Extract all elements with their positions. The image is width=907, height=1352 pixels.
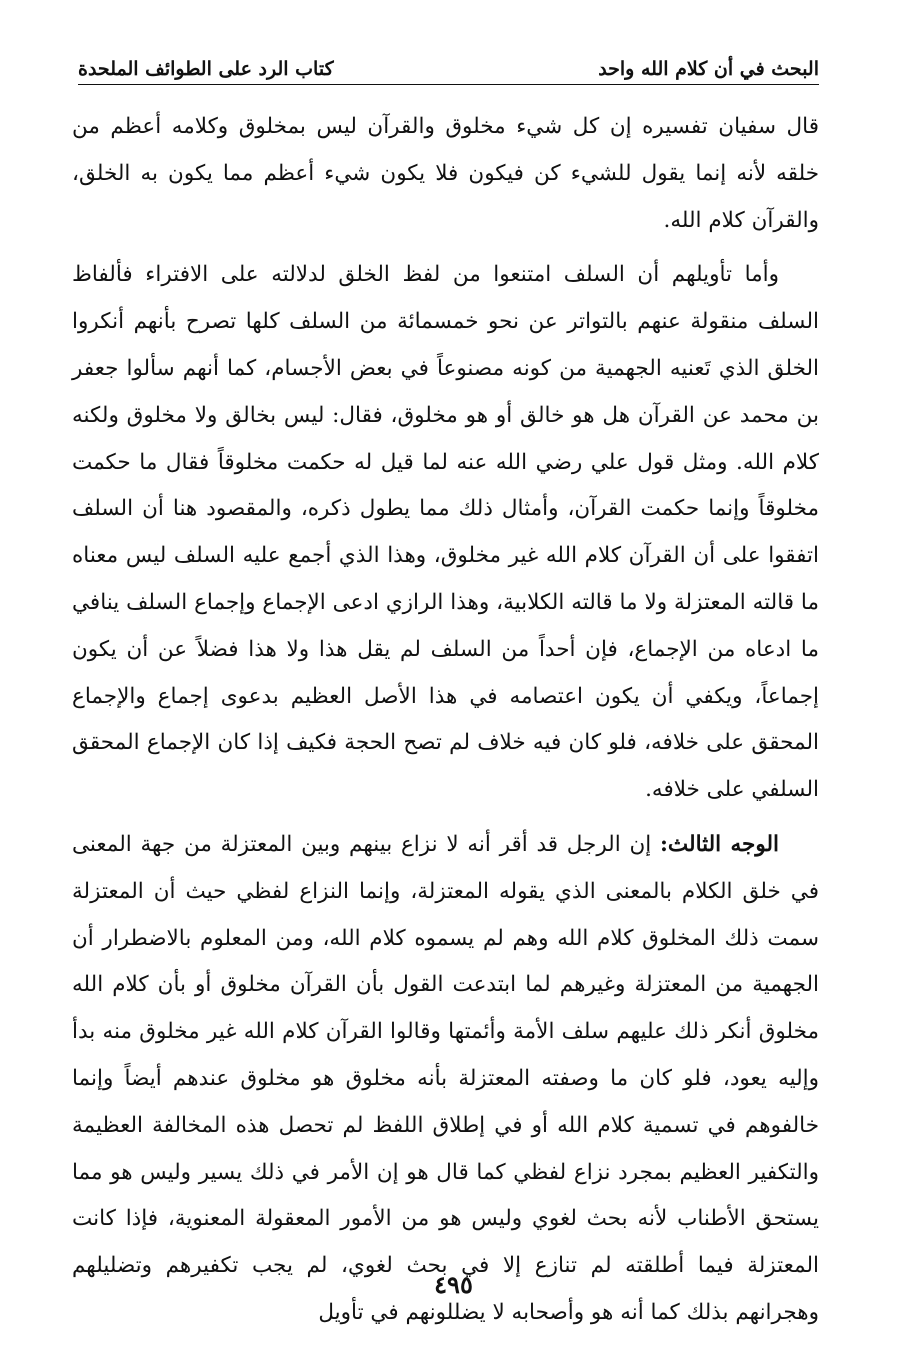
- header-chapter-title: البحث في أن كلام الله واحد: [598, 58, 819, 80]
- header-divider: [78, 84, 819, 85]
- paragraph-3-text: إن الرجل قد أقر أنه لا نزاع بينهم وبين المعتزلة من جهة المعنى في خلق الكلام بالمعنى الذي يقوله المعتزلة، وإنما النزاع لفظي حيث أن المعتزلة سمت ذلك المخلوق كلام الله وهم لم يسموه كلام الله، ومن المعلوم بالاضطرار أن الجهمية من المعتزلة وغيرهم لما ابتدعت القول بأن القرآن مخلوق أو بأن كلام الله مخلوق أنكر ذلك عليهم سلف الأمة وأئمتها وقالوا القرآن كلام الله غير مخلوق منه بدأ وإليه يعود، فلو كان ما وصفته المعتزلة بأنه مخلوق هو مخلوق عندهم أيضاً وإنما خالفوهم في تسمية كلام الله أو في إطلاق اللفظ لم تحصل هذه المخالفة العظيمة والتكفير العظيم بمجرد نزاع لفظي كما قال هو إن الأمر في ذلك يسير وليس هو مما يستحق الأطناب لأنه بحث لغوي وليس هو من الأمور المعقولة المعنوية، فإذا كانت المعتزلة فيما أطلقته لم تنازع إلا في بحث لغوي، لم يجب تكفيرهم وتضليلهم وهجرانهم بذلك كما أنه هو وأصحابه لا يضللونهم في تأويل: [72, 831, 819, 1325]
- header-book-title: كتاب الرد على الطوائف الملحدة: [78, 58, 334, 80]
- body-text: [72, 104, 819, 1345]
- paragraph-1-text: قال سفيان تفسيره إن كل شيء مخلوق والقرآن ليس بمخلوق وكلامه أعظم من خلقه لأنه إنما يقول للشيء كن فيكون فلا يكون شيء أعظم مما يكون به الخلق، والقرآن كلام الله.: [72, 114, 819, 233]
- running-header: [78, 40, 819, 80]
- page-number: ٤٩٥: [434, 1270, 473, 1299]
- paragraph-3-heading: الوجه الثالث:: [659, 831, 779, 857]
- paragraph-2: [72, 252, 819, 814]
- paragraph-2-text: وأما تأويلهم أن السلف امتنعوا من لفظ الخلق لدلالته على الافتراء فألفاظ السلف منقولة عنهم بالتواتر عن نحو خمسمائة من السلف كلها تصرح بأنهم أنكروا الخلق الذي تَعنيه الجهمية من كونه مصنوعاً في بعض الأجسام، كما أنهم سألوا جعفر بن محمد عن القرآن هل هو خالق أو هو مخلوق، فقال: ليس بخالق ولا مخلوق ولكنه كلام الله. ومثل قول علي رضي الله عنه لما قيل له حكمت مخلوقاً فقال ما حكمت مخلوقاً وإنما حكمت القرآن، وأمثال ذلك مما يطول ذكره، والمقصود هنا أن السلف اتفقوا على أن القرآن كلام الله غير مخلوق، وهذا الذي أجمع عليه السلف ليس معناه ما قالته المعتزلة ولا ما قالته الكلابية، وهذا الرازي ادعى الإجماع وإجماع السلف ينافي ما ادعاه من الإجماع، فإن أحداً من السلف لم يقل هذا ولا هذا فضلاً عن أن يكون إجماعاً، ويكفي أن يكون اعتصامه في هذا الأصل العظيم بدعوى إجماع والإجماع المحقق على خلافه، فلو كان فيه خلاف لم تصح الحجة فكيف إذا كان الإجماع المحقق السلفي على خلافه.: [72, 262, 819, 803]
- paragraph-1: [72, 104, 819, 244]
- paragraph-3: [72, 822, 819, 1337]
